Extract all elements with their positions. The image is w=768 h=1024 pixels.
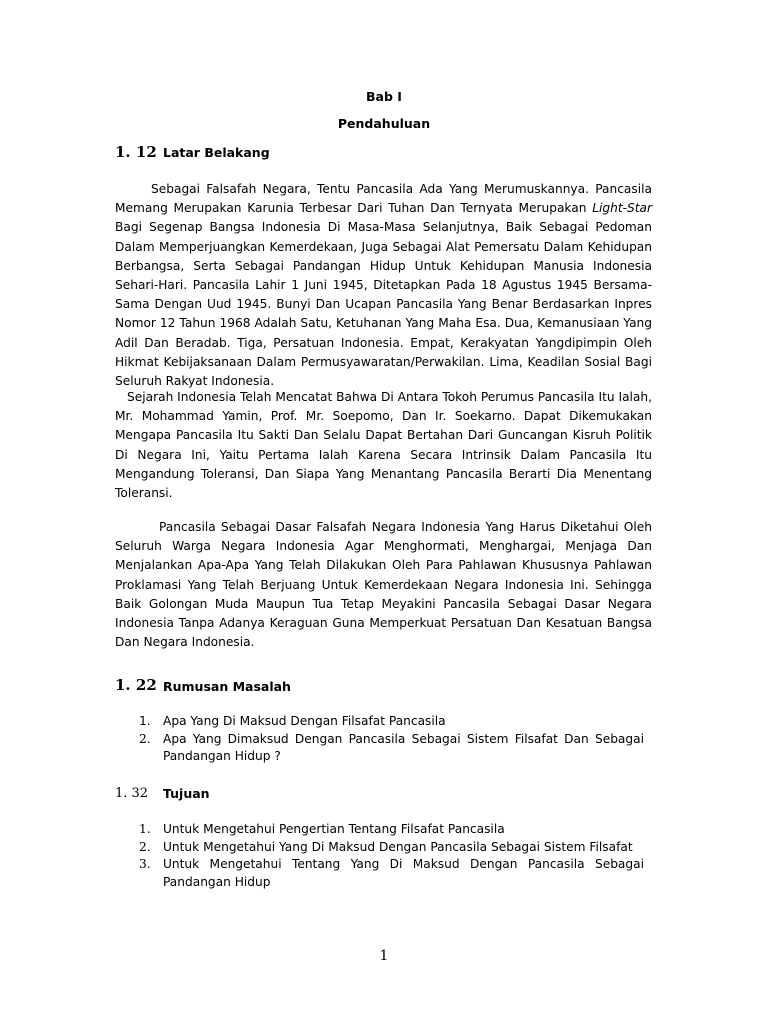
- chapter-label: Bab I: [366, 89, 402, 104]
- list-number: 1.: [139, 822, 151, 836]
- list-number: 1.: [139, 714, 151, 728]
- body-paragraph: [115, 180, 652, 391]
- list-item-text: Untuk Mengetahui Pengertian Tentang Filsafat Pancasila: [163, 822, 505, 836]
- page-number: 1: [379, 948, 389, 964]
- list-item-text: Apa Yang Di Maksud Dengan Filsafat Pancasila: [163, 714, 446, 728]
- body-paragraph: Pancasila Sebagai Dasar Falsafah Negara Indonesia Yang Harus Diketahui Oleh Seluruh Warga Negara Indonesia Agar Menghormati, Menghargai, Menjaga Dan Menjalankan Apa-Apa Yang Telah Dilakukan Oleh Para Pahlawan Khususnya Pahlawan Proklamasi Yang Telah Berjuang Untuk Kemerdekaan Negara Indonesia Ini. Sehingga Baik Golongan Muda Maupun Tua Tetap Meyakini Pancasila Sebagai Dasar Negara Indonesia Tanpa Adanya Keraguan Guna Memperkuat Persatuan Dan Kesatuan Bangsa Dan Negara Indonesia.: [115, 520, 652, 650]
- list-item-text: Apa Yang Dimaksud Dengan Pancasila Sebagai Sistem Filsafat Dan Sebagai Pandangan Hidup ?: [163, 731, 644, 764]
- paragraph-text: Bagi Segenap Bangsa Indonesia Di Masa-Masa Selanjutnya, Baik Sebagai Pedoman Dalam Memperjuangkan Kemerdekaan, Juga Sebagai Alat Pemersatu Dalam Kehidupan Berbangsa, Serta Sebagai Pandangan Hidup Untuk Kehidupan Manusia Indonesia Sehari-Hari. Pancasila Lahir 1 Juni 1945, Ditetapkan Pada 18 Agustus 1945 Bersama-Sama Dengan Uud 1945. Bunyi Dan Ucapan Pancasila Yang Benar Berdasarkan Inpres Nomor 12 Tahun 1968 Adalah Satu, Ketuhanan Yang Maha Esa. Dua, Kemanusiaan Yang Adil Dan Beradab. Tiga, Persatuan Indonesia. Empat, Kerakyatan Yangdipimpin Oleh Hikmat Kebijaksanaan Dalam Permusyawaratan/Perwakilan. Lima, Keadilan Sosial Bagi Seluruh Rakyat Indonesia.: [115, 220, 652, 389]
- problem-list: [115, 713, 644, 766]
- list-item: [115, 856, 644, 891]
- section-heading: Tujuan: [163, 786, 210, 801]
- list-item-text: Untuk Mengetahui Tentang Yang Di Maksud Dengan Pancasila Sebagai Pandangan Hidup: [163, 857, 644, 889]
- list-number: 2.: [139, 731, 151, 746]
- italic-term: Light-Star: [592, 201, 652, 216]
- body-paragraph: Sejarah Indonesia Telah Mencatat Bahwa Di Antara Tokoh Perumus Pancasila Itu Ialah, Mr. Mohammad Yamin, Prof. Mr. Soepomo, Dan Ir. Soekarno. Dapat Dikemukakan Mengapa Pancasila Itu Sakti Dan Selalu Dapat Bertahan Dari Guncangan Kisruh Politik Di Negara Ini, Yaitu Pertama Ialah Karena Secara Intrinsik Dalam Pancasila Itu Mengandung Toleransi, Dan Siapa Yang Menantang Pancasila Berarti Dia Menentang Toleransi.: [115, 390, 652, 501]
- section-heading: Rumusan Masalah: [163, 679, 291, 694]
- list-item: [115, 821, 644, 839]
- list-number: 3.: [139, 857, 151, 872]
- paragraph-text: Sebagai Falsafah Negara, Tentu Pancasila Ada Yang Merumuskannya. Pancasila Memang Merupakan Karunia Terbesar Dari Tuhan Dan Ternyata Merupakan: [115, 182, 652, 216]
- chapter-title: Pendahuluan: [337, 116, 431, 131]
- list-item: [115, 713, 644, 731]
- objective-list: [115, 821, 644, 891]
- section-heading: Latar Belakang: [163, 145, 270, 160]
- list-item: [115, 839, 644, 857]
- section-number: 1. 22: [115, 676, 157, 694]
- list-item-text: Untuk Mengetahui Yang Di Maksud Dengan Pancasila Sebagai Sistem Filsafat: [163, 839, 633, 854]
- list-item: [115, 731, 644, 766]
- section-number: 1. 32: [115, 786, 149, 801]
- list-number: 2.: [139, 839, 151, 854]
- section-number: 1. 12: [115, 143, 157, 161]
